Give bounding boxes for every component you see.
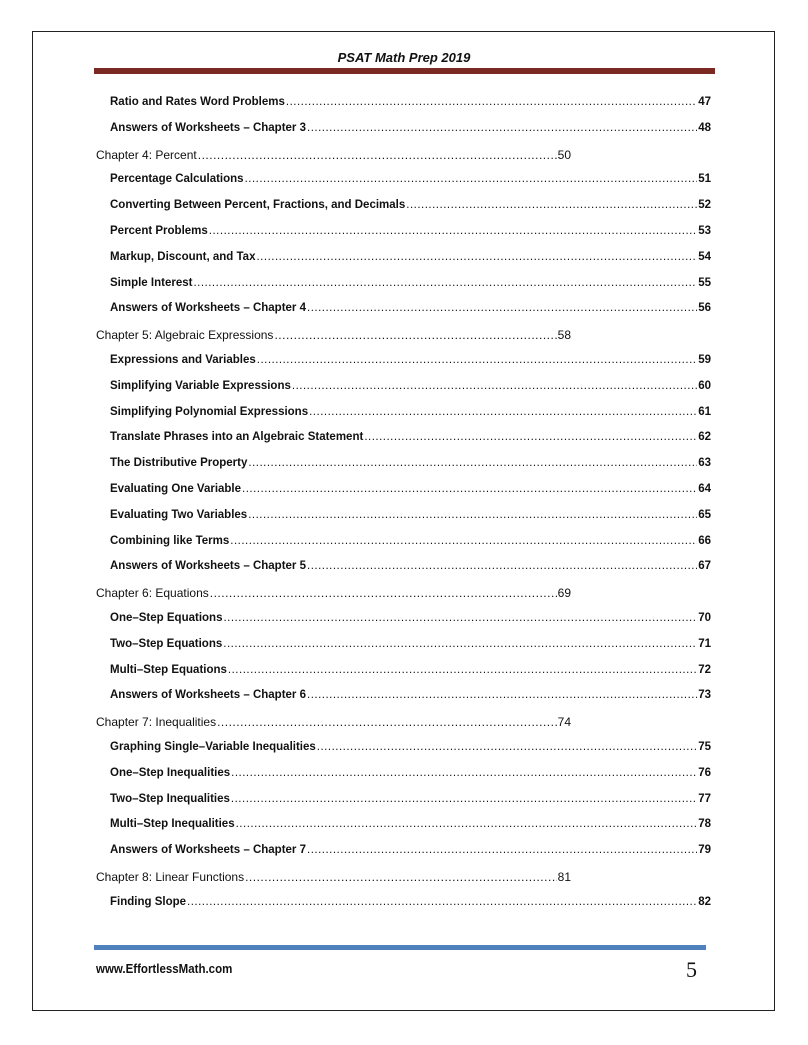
toc-entry-page: 81 <box>557 870 571 884</box>
toc-section-entry[interactable] <box>110 406 711 418</box>
toc-section-entry[interactable] <box>110 896 711 908</box>
toc-chapter-entry[interactable] <box>96 870 571 884</box>
toc-entry-title: Multi–Step Equations <box>110 663 227 676</box>
toc-dot-leader <box>307 844 697 856</box>
toc-entry-page: 77 <box>698 792 711 805</box>
toc-entry-title: Chapter 7: Inequalities <box>96 715 217 730</box>
toc-dot-leader <box>307 689 697 701</box>
toc-chapter-entry[interactable] <box>96 715 571 729</box>
toc-section-entry[interactable] <box>110 457 711 469</box>
toc-entry-title: Answers of Worksheets – Chapter 7 <box>110 844 306 857</box>
toc-section-entry[interactable] <box>110 251 711 263</box>
toc-entry-page: 69 <box>557 586 571 601</box>
toc-chapter-entry[interactable] <box>96 586 571 600</box>
toc-dot-leader <box>307 122 697 134</box>
toc-dot-leader <box>286 96 697 108</box>
toc-entry-page: 75 <box>698 741 711 753</box>
toc-dot-leader <box>242 483 697 495</box>
toc-entry-title: The Distributive Property <box>110 457 248 470</box>
toc-entry-title: Expressions and Variables <box>110 354 256 366</box>
toc-section-entry[interactable] <box>110 793 711 805</box>
toc-section-entry[interactable] <box>110 664 711 676</box>
toc-dot-leader <box>193 277 697 289</box>
toc-entry-title: Chapter 8: Linear Functions <box>96 870 245 884</box>
toc-section-entry[interactable] <box>110 509 711 521</box>
toc-section-entry[interactable] <box>110 741 711 753</box>
footer-divider <box>94 945 706 950</box>
toc-entry-page: 51 <box>698 173 711 186</box>
toc-dot-leader <box>210 586 557 600</box>
toc-entry-title: Evaluating Two Variables <box>110 508 248 521</box>
toc-entry-page: 60 <box>698 379 711 392</box>
toc-dot-leader <box>257 354 697 366</box>
toc-dot-leader <box>256 251 697 263</box>
toc-entry-title: Ratio and Rates Word Problems <box>110 96 285 108</box>
toc-entry-title: Chapter 4: Percent <box>96 147 197 162</box>
page-header-title: PSAT Math Prep 2019 <box>337 50 471 65</box>
toc-entry-page: 65 <box>698 508 711 521</box>
toc-dot-leader <box>209 225 697 237</box>
toc-dot-leader <box>248 457 697 469</box>
toc-entry-page: 55 <box>698 276 711 289</box>
toc-entry-title: Multi–Step Inequalities <box>110 818 235 831</box>
toc-entry-title: Answers of Worksheets – Chapter 4 <box>110 302 306 315</box>
toc-section-entry[interactable] <box>110 560 711 572</box>
toc-section-entry[interactable] <box>110 689 711 701</box>
toc-entry-title: Combining like Terms <box>110 534 230 547</box>
toc-entry-page: 54 <box>698 250 711 263</box>
toc-section-entry[interactable] <box>110 612 711 624</box>
toc-entry-page: 59 <box>698 354 711 366</box>
toc-entry-page: 71 <box>698 637 711 650</box>
toc-entry-title: One–Step Equations <box>110 612 223 624</box>
toc-section-entry[interactable] <box>110 277 711 289</box>
footer-website: www.EffortlessMath.com <box>96 962 233 976</box>
toc-entry-title: Translate Phrases into an Algebraic Statement <box>110 431 364 444</box>
page-number: 5 <box>686 957 697 982</box>
toc-entry-page: 79 <box>698 844 711 857</box>
toc-entry-page: 48 <box>698 121 711 134</box>
toc-dot-leader <box>317 741 697 753</box>
toc-dot-leader <box>274 328 556 342</box>
toc-dot-leader <box>309 406 697 418</box>
toc-section-entry[interactable] <box>110 844 711 856</box>
toc-section-entry[interactable] <box>110 380 711 392</box>
toc-section-entry[interactable] <box>110 225 711 237</box>
toc-section-entry[interactable] <box>110 122 711 134</box>
toc-section-entry[interactable] <box>110 199 711 211</box>
toc-entry-title: Percentage Calculations <box>110 173 244 186</box>
toc-dot-leader <box>307 302 697 314</box>
toc-entry-title: Two–Step Equations <box>110 637 223 650</box>
toc-chapter-entry[interactable] <box>96 148 571 162</box>
toc-section-entry[interactable] <box>110 767 711 779</box>
toc-entry-title: Chapter 5: Algebraic Expressions <box>96 328 274 343</box>
toc-entry-page: 53 <box>698 225 711 237</box>
toc-section-entry[interactable] <box>110 818 711 830</box>
toc-entry-title: Finding Slope <box>110 895 187 908</box>
toc-entry-title: Chapter 6: Equations <box>96 586 209 601</box>
toc-entry-page: 52 <box>698 199 711 212</box>
toc-dot-leader <box>231 793 697 805</box>
toc-dot-leader <box>198 148 557 162</box>
toc-dot-leader <box>231 767 697 779</box>
toc-dot-leader <box>406 199 697 211</box>
toc-entry-title: One–Step Inequalities <box>110 766 231 779</box>
toc-entry-page: 61 <box>698 405 711 418</box>
toc-entry-page: 72 <box>698 663 711 676</box>
toc-entry-title: Answers of Worksheets – Chapter 5 <box>110 560 306 573</box>
toc-entry-page: 82 <box>698 895 711 908</box>
toc-section-entry[interactable] <box>110 302 711 314</box>
toc-dot-leader <box>248 509 697 521</box>
toc-dot-leader <box>187 896 697 908</box>
toc-entry-page: 74 <box>557 715 571 730</box>
header-divider <box>94 68 715 74</box>
toc-section-entry[interactable] <box>110 483 711 495</box>
toc-dot-leader <box>230 535 697 547</box>
toc-entry-page: 56 <box>698 302 711 315</box>
toc-entry-title: Percent Problems <box>110 225 208 237</box>
toc-dot-leader <box>245 870 557 884</box>
toc-chapter-entry[interactable] <box>96 328 571 342</box>
toc-dot-leader <box>217 715 557 729</box>
toc-entry-page: 73 <box>698 689 711 702</box>
toc-entry-title: Simplifying Variable Expressions <box>110 379 291 392</box>
toc-entry-title: Graphing Single–Variable Inequalities <box>110 741 316 753</box>
toc-entry-page: 78 <box>698 818 711 831</box>
toc-dot-leader <box>245 173 698 185</box>
toc-entry-page: 66 <box>698 534 711 547</box>
toc-entry-title: Converting Between Percent, Fractions, and Decimals <box>110 199 406 212</box>
toc-entry-page: 58 <box>557 328 571 343</box>
toc-entry-page: 70 <box>698 612 711 624</box>
toc-section-entry[interactable] <box>110 96 711 108</box>
toc-entry-page: 47 <box>698 96 711 108</box>
toc-entry-title: Answers of Worksheets – Chapter 6 <box>110 689 306 702</box>
toc-entry-page: 76 <box>698 766 711 779</box>
toc-entry-page: 63 <box>698 457 711 470</box>
toc-entry-page: 64 <box>698 483 711 495</box>
toc-dot-leader <box>236 818 698 830</box>
toc-section-entry[interactable] <box>110 354 711 366</box>
toc-entry-page: 50 <box>557 147 571 162</box>
toc-dot-leader <box>223 612 697 624</box>
toc-entry-title: Simple Interest <box>110 276 193 289</box>
toc-dot-leader <box>364 431 697 443</box>
toc-dot-leader <box>307 560 697 572</box>
toc-entry-page: 62 <box>698 431 711 444</box>
toc-entry-title: Two–Step Inequalities <box>110 792 230 805</box>
toc-dot-leader <box>228 664 697 676</box>
toc-section-entry[interactable] <box>110 173 711 185</box>
toc-entry-title: Answers of Worksheets – Chapter 3 <box>110 121 306 134</box>
toc-entry-page: 67 <box>698 560 711 573</box>
toc-entry-title: Simplifying Polynomial Expressions <box>110 405 309 418</box>
toc-section-entry[interactable] <box>110 535 711 547</box>
toc-section-entry[interactable] <box>110 638 711 650</box>
toc-dot-leader <box>292 380 697 392</box>
toc-entry-title: Markup, Discount, and Tax <box>110 250 256 263</box>
toc-dot-leader <box>223 638 697 650</box>
toc-section-entry[interactable] <box>110 431 711 443</box>
toc-entry-title: Evaluating One Variable <box>110 483 242 495</box>
